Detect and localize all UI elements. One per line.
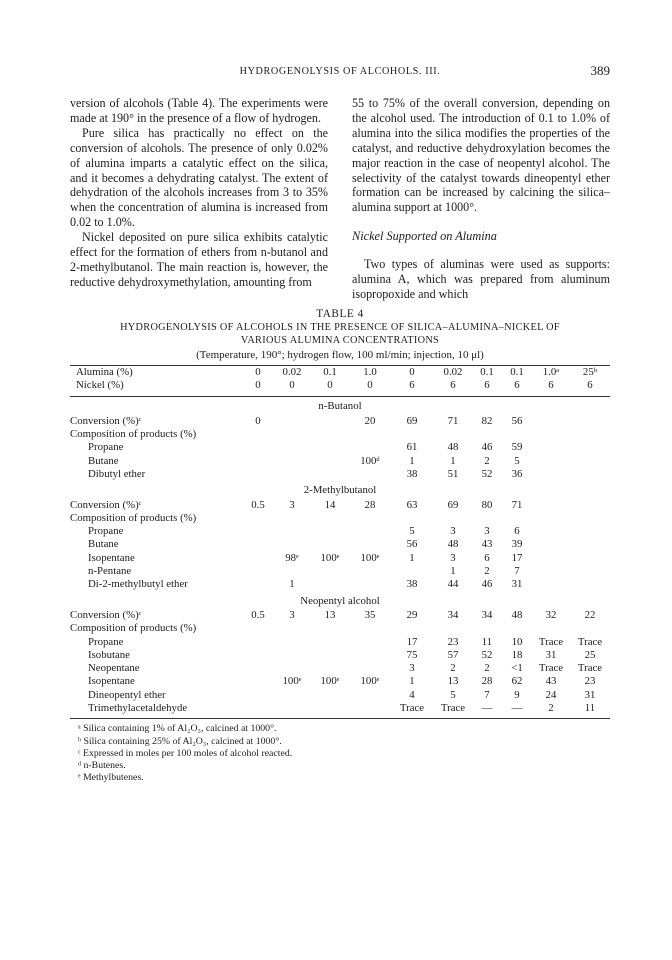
table-cell: [274, 702, 310, 715]
table-cell: 71: [447, 414, 459, 427]
table-row: [70, 468, 610, 481]
table-row: [70, 538, 610, 551]
table-cell: [350, 649, 390, 662]
row-label: Trimethylacetaldehyde: [88, 702, 188, 714]
table-cell: [570, 512, 610, 525]
table-cell: [532, 499, 570, 512]
table-cell: [242, 428, 274, 441]
header-cell: 0: [255, 365, 261, 378]
footnote: ᶜ Expressed in moles per 100 moles of alcohol reacted.: [78, 747, 293, 759]
table-cell: 56: [406, 538, 418, 551]
row-label: Isopentane: [88, 551, 135, 564]
table-cell: 34: [447, 608, 459, 621]
table-cell: 61: [406, 441, 418, 454]
table-cell: [570, 622, 610, 635]
header-cell: 0.1: [510, 365, 524, 378]
table-cell: 52: [481, 467, 493, 480]
table-row: [70, 525, 610, 538]
table-cell: 46: [481, 441, 493, 454]
table-cell: [472, 428, 502, 441]
table-cell: [502, 428, 532, 441]
table-cell: [350, 512, 390, 525]
table-cell: [570, 428, 610, 441]
table-cell: [274, 441, 310, 454]
table-cell: [570, 441, 610, 454]
table-cell: 44: [447, 578, 459, 591]
page-number: 389: [590, 63, 610, 78]
row-label: Dibutyl ether: [88, 467, 146, 480]
section-heading: Nickel Supported on Alumina: [352, 229, 497, 244]
table-cell: 13: [447, 675, 459, 688]
header-cell: 1.0ᵃ: [542, 365, 560, 378]
left-paragraph-2: Pure silica has practically no effect on the conversion of alcohols. The presence of only 0.02% of alumina imparts a catalytic effect on the silica, and it becomes a dehydrating catalyst. The extent of dehydration of the alcohols increases from 3 to 35% when the concentration of alumina is increased from 0.02 to 1.0%.: [70, 125, 328, 230]
table-row: [70, 428, 610, 441]
table-conditions: (Temperature, 190°; hydrogen flow, 100 ml/min; injection, 10 μl): [196, 348, 484, 361]
table-cell: [274, 512, 310, 525]
table-cell: [570, 525, 610, 538]
section-title: n-Butanol: [318, 400, 362, 413]
table-cell: 62: [511, 675, 523, 688]
table-cell: 56: [511, 414, 523, 427]
table-cell: 7: [514, 565, 520, 578]
table-cell: 57: [447, 648, 459, 661]
table-footnotes: [70, 723, 610, 784]
section-title: Neopentyl alcohol: [300, 594, 380, 607]
table-cell: Trace: [577, 635, 603, 648]
table-cell: <1: [511, 662, 523, 675]
table-cell: [242, 455, 274, 468]
table-cell: [310, 649, 350, 662]
table-cell: [472, 512, 502, 525]
table-row: [70, 578, 610, 591]
table-cell: 5: [514, 454, 520, 467]
table-cell: 3: [450, 551, 456, 564]
table-cell: [242, 675, 274, 688]
row-label: Butane: [88, 538, 119, 551]
table-cell: 2: [484, 454, 490, 467]
table-cell: [350, 636, 390, 649]
table-cell: [472, 622, 502, 635]
row-label: Propane: [88, 635, 124, 648]
table-cell: [242, 702, 274, 715]
table-cell: 6: [484, 551, 490, 564]
table-cell: [532, 578, 570, 591]
table-cell: [310, 702, 350, 715]
table-cell: 22: [584, 608, 596, 621]
header-cell: 1.0: [363, 365, 377, 378]
table-row: [70, 441, 610, 454]
table-cell: —: [481, 702, 493, 714]
table-cell: [274, 538, 310, 551]
table-cell: 38: [406, 578, 418, 591]
table-cell: [390, 622, 434, 635]
table-cell: [310, 441, 350, 454]
table-cell: [242, 649, 274, 662]
table-cell: 23: [447, 635, 459, 648]
table-cell: Trace: [399, 702, 425, 714]
header-cell: 0.02: [282, 365, 302, 378]
table-cell: 10: [511, 635, 523, 648]
table-cell: 9: [514, 688, 520, 701]
table-cell: 7: [484, 688, 490, 701]
table-cell: [274, 525, 310, 538]
header-cell: 6: [587, 379, 593, 392]
table-cell: [434, 622, 472, 635]
table-cell: [390, 565, 434, 578]
row-label: Composition of products (%): [70, 428, 197, 441]
section-title: 2-Methylbutanol: [303, 484, 377, 497]
table-cell: [350, 689, 390, 702]
table-cell: 39: [511, 538, 523, 551]
right-paragraph-1: 55 to 75% of the overall conversion, depending on the alcohol used. The introduction of 0.1 to 1.0% of alumina into the silica modifies the properties of the catalyst, and reductive dehydroxylation becomes the major reaction in the case of neopentyl alcohol. The selectivity of the catalyst towards dineopentyl ether formation can be increased by calcining the silica–alumina support at 1000°.: [352, 96, 610, 215]
table-cell: [350, 702, 390, 715]
row-label: Conversion (%)ᶜ: [70, 414, 142, 427]
table-cell: 3: [484, 525, 490, 538]
left-paragraph-1: version of alcohols (Table 4). The experiments were made at 190° in the presence of a flow of hydrogen.: [70, 96, 328, 125]
table-cell: [350, 428, 390, 441]
table-cell: [242, 636, 274, 649]
table-cell: [310, 662, 350, 675]
table-cell: [570, 468, 610, 481]
table-cell: [274, 662, 310, 675]
table-cell: 82: [481, 414, 493, 427]
table-row: [70, 636, 610, 649]
table-cell: 98ᵉ: [285, 551, 299, 564]
table-cell: 5: [409, 525, 415, 538]
table-cell: [310, 622, 350, 635]
table-cell: [274, 649, 310, 662]
right-column: [352, 96, 610, 302]
table-row: [70, 552, 610, 565]
table-cell: 11: [481, 635, 493, 648]
table-cell: 43: [545, 675, 557, 688]
header-cell: 6: [514, 379, 520, 392]
table-cell: [242, 468, 274, 481]
table-cell: 1: [450, 454, 456, 467]
table-row: [70, 662, 610, 675]
table-row: [70, 689, 610, 702]
table-cell: [350, 622, 390, 635]
table-cell: 46: [481, 578, 493, 591]
row-label: Composition of products (%): [70, 622, 197, 635]
table-cell: [274, 689, 310, 702]
table-cell: 29: [406, 608, 418, 621]
table-cell: 11: [584, 702, 596, 714]
row-label: Isobutane: [88, 648, 130, 661]
table-row: [70, 609, 610, 622]
table-cell: 31: [584, 688, 596, 701]
table-cell: 24: [545, 688, 557, 701]
table-cell: [242, 662, 274, 675]
table-cell: [350, 525, 390, 538]
row-label: Propane: [88, 441, 124, 454]
table-cell: [274, 622, 310, 635]
table-cell: [310, 468, 350, 481]
table-cell: [274, 455, 310, 468]
row-label: Di-2-methylbutyl ether: [88, 578, 188, 591]
table-cell: [502, 512, 532, 525]
row-label: Dineopentyl ether: [88, 688, 166, 701]
table-label: TABLE 4: [316, 307, 364, 320]
header-cell: 6: [450, 379, 456, 392]
table-cell: 38: [406, 467, 418, 480]
table-cell: [310, 525, 350, 538]
row-label: Conversion (%)ᶜ: [70, 498, 142, 511]
table-cell: [570, 552, 610, 565]
table-row: [70, 512, 610, 525]
header-label: Nickel (%): [76, 379, 124, 392]
table-cell: [310, 636, 350, 649]
table-cell: 75: [406, 648, 418, 661]
footnote: ᵈ n-Butenes.: [78, 759, 126, 771]
table-cell: 69: [447, 498, 459, 511]
table-cell: 0: [255, 414, 261, 427]
table-row: [70, 675, 610, 688]
header-cell: 6: [409, 379, 415, 392]
table-cell: 1: [409, 675, 415, 688]
data-table: [70, 366, 610, 715]
table-cell: 51: [447, 467, 459, 480]
header-cell: 25ᵇ: [582, 365, 598, 378]
table-cell: [570, 499, 610, 512]
table-title: HYDROGENOLYSIS OF ALCOHOLS IN THE PRESENCE OF SILICA–ALUMINA–NICKEL OF VARIOUS ALUMINA CONCENTRATIONS: [120, 321, 560, 346]
table-cell: 2: [548, 702, 554, 714]
table-cell: [532, 455, 570, 468]
table-cell: [274, 428, 310, 441]
table-cell: [390, 512, 434, 525]
table-row: [70, 622, 610, 635]
section-row: [70, 481, 610, 498]
table-cell: 25: [584, 648, 596, 661]
table-cell: [532, 552, 570, 565]
table-cell: 0.5: [251, 608, 265, 621]
table-cell: 48: [447, 441, 459, 454]
table-row: [70, 455, 610, 468]
table-cell: 0.5: [251, 498, 265, 511]
table-cell: 63: [406, 498, 418, 511]
table-cell: [570, 455, 610, 468]
table-row: [70, 499, 610, 512]
table-cell: [242, 512, 274, 525]
table-cell: [242, 622, 274, 635]
table-row: [70, 565, 610, 578]
table-cell: [350, 468, 390, 481]
table-cell: [570, 538, 610, 551]
table-cell: 13: [324, 608, 336, 621]
header-cell: 0: [367, 379, 373, 392]
table-cell: 36: [511, 467, 523, 480]
table-cell: 3: [289, 608, 295, 621]
header-cell: 0: [409, 365, 415, 378]
table-cell: 31: [511, 578, 523, 591]
table-cell: 2: [484, 565, 490, 578]
table-cell: Trace: [538, 635, 564, 648]
header-row-nickel: [70, 379, 610, 392]
table-cell: 3: [289, 498, 295, 511]
table-cell: [242, 565, 274, 578]
left-column: [70, 96, 328, 302]
table-cell: [242, 552, 274, 565]
table-cell: 4: [409, 688, 415, 701]
header-cell: 6: [548, 379, 554, 392]
header-cell: 6: [484, 379, 490, 392]
table-cell: 52: [481, 648, 493, 661]
table-cell: —: [511, 702, 523, 714]
table-cell: [350, 565, 390, 578]
table-cell: 28: [364, 498, 376, 511]
header-cell: 0.1: [480, 365, 494, 378]
table-cell: 100ᵉ: [360, 551, 380, 564]
footnote: ᵉ Methylbutenes.: [78, 772, 144, 784]
table-cell: Trace: [538, 662, 564, 675]
row-label: Propane: [88, 525, 124, 538]
table-header: [70, 366, 610, 397]
table-row: [70, 702, 610, 715]
footnote: ᵇ Silica containing 25% of Al₂O₃, calcined at 1000°.: [78, 735, 282, 747]
header-label: Alumina (%): [76, 365, 133, 378]
table-cell: [532, 622, 570, 635]
table-cell: [350, 441, 390, 454]
table-cell: 48: [447, 538, 459, 551]
table-cell: [310, 455, 350, 468]
table-cell: 100ᵉ: [320, 551, 340, 564]
table-cell: [310, 689, 350, 702]
row-label: Isopentane: [88, 675, 135, 688]
table-cell: 100ᵉ: [282, 675, 302, 688]
table-cell: [242, 689, 274, 702]
table-cell: 100ᵉ: [360, 675, 380, 688]
table-cell: [350, 538, 390, 551]
header-cell: 0.02: [443, 365, 463, 378]
table-cell: [274, 468, 310, 481]
table-cell: [532, 512, 570, 525]
row-label: n-Pentane: [88, 565, 132, 578]
body-columns: [70, 96, 610, 302]
table-cell: 3: [450, 525, 456, 538]
table-cell: 34: [481, 608, 493, 621]
table-cell: [242, 538, 274, 551]
table-cell: [390, 428, 434, 441]
table-cell: [310, 512, 350, 525]
table-bottom-rule: [70, 718, 610, 719]
table-cell: 80: [481, 498, 493, 511]
table-cell: [532, 441, 570, 454]
table-cell: [532, 565, 570, 578]
table-cell: 100ᵉ: [320, 675, 340, 688]
table-cell: [310, 565, 350, 578]
table-cell: 71: [511, 498, 523, 511]
table-cell: 32: [545, 608, 557, 621]
table-cell: [570, 565, 610, 578]
header-cell: 0: [327, 379, 333, 392]
running-title: HYDROGENOLYSIS OF ALCOHOLS. III.: [239, 66, 441, 77]
journal-page: [70, 62, 610, 784]
section-row: [70, 592, 610, 609]
table-cell: Trace: [440, 702, 466, 714]
header-cell: 0: [289, 379, 295, 392]
table-cell: [350, 662, 390, 675]
header-cell: 0.1: [323, 365, 337, 378]
table-cell: 31: [545, 648, 557, 661]
table-cell: 43: [481, 538, 493, 551]
footnote: ᵃ Silica containing 1% of Al₂O₃, calcined at 1000°.: [78, 723, 277, 735]
table-cell: 5: [450, 688, 456, 701]
section-row: [70, 397, 610, 415]
table-cell: [434, 428, 472, 441]
running-header: [70, 62, 610, 82]
table-cell: 48: [511, 608, 523, 621]
header-row-alumina: [70, 366, 610, 379]
table-cell: [532, 428, 570, 441]
table-cell: 23: [584, 675, 596, 688]
table-cell: Trace: [577, 662, 603, 675]
table-cell: 1: [409, 454, 415, 467]
table-caption: [70, 308, 610, 361]
table-cell: 2: [484, 662, 490, 675]
table-cell: [434, 512, 472, 525]
table-cell: 6: [514, 525, 520, 538]
table-cell: [532, 468, 570, 481]
table-cell: 20: [364, 414, 376, 427]
table-row: [70, 649, 610, 662]
table-cell: 35: [364, 608, 376, 621]
table-cell: [242, 525, 274, 538]
left-paragraph-3: Nickel deposited on pure silica exhibits catalytic effect for the formation of ethers from n-butanol and 2-methylbutanol. The main reaction is, however, the reductive dehydroxymethylation, amounting from: [70, 230, 328, 289]
table-row: [70, 415, 610, 428]
table-cell: [532, 538, 570, 551]
table-cell: 1: [409, 551, 415, 564]
table-cell: 17: [406, 635, 418, 648]
table-cell: [274, 415, 310, 428]
table-cell: 1: [289, 578, 295, 591]
table-cell: [350, 578, 390, 591]
row-label: Composition of products (%): [70, 511, 197, 524]
table-body: [70, 397, 610, 715]
row-label: Neopentane: [88, 662, 140, 675]
table-cell: [310, 578, 350, 591]
right-paragraph-2: Two types of aluminas were used as supports: alumina A, which was prepared from aluminum isopropoxide and which: [352, 257, 610, 301]
table-cell: [274, 636, 310, 649]
table-cell: 18: [511, 648, 523, 661]
table-cell: [310, 415, 350, 428]
table-cell: 14: [324, 498, 336, 511]
table-cell: 69: [406, 414, 418, 427]
table-cell: 28: [481, 675, 493, 688]
table-cell: [532, 415, 570, 428]
table-cell: [570, 578, 610, 591]
table-cell: 59: [511, 441, 523, 454]
table-cell: 3: [409, 662, 415, 675]
table-cell: [242, 441, 274, 454]
table-cell: [242, 578, 274, 591]
table-cell: [532, 525, 570, 538]
table-cell: [274, 565, 310, 578]
table-cell: 100ᵈ: [360, 454, 380, 467]
table-cell: [310, 538, 350, 551]
table-cell: [502, 622, 532, 635]
table-cell: 1: [450, 565, 456, 578]
header-cell: 0: [255, 379, 261, 392]
table-cell: [310, 428, 350, 441]
table-cell: 2: [450, 662, 456, 675]
table-cell: [570, 415, 610, 428]
table-cell: 17: [511, 551, 523, 564]
row-label: Conversion (%)ᶜ: [70, 608, 142, 621]
row-label: Butane: [88, 454, 119, 467]
